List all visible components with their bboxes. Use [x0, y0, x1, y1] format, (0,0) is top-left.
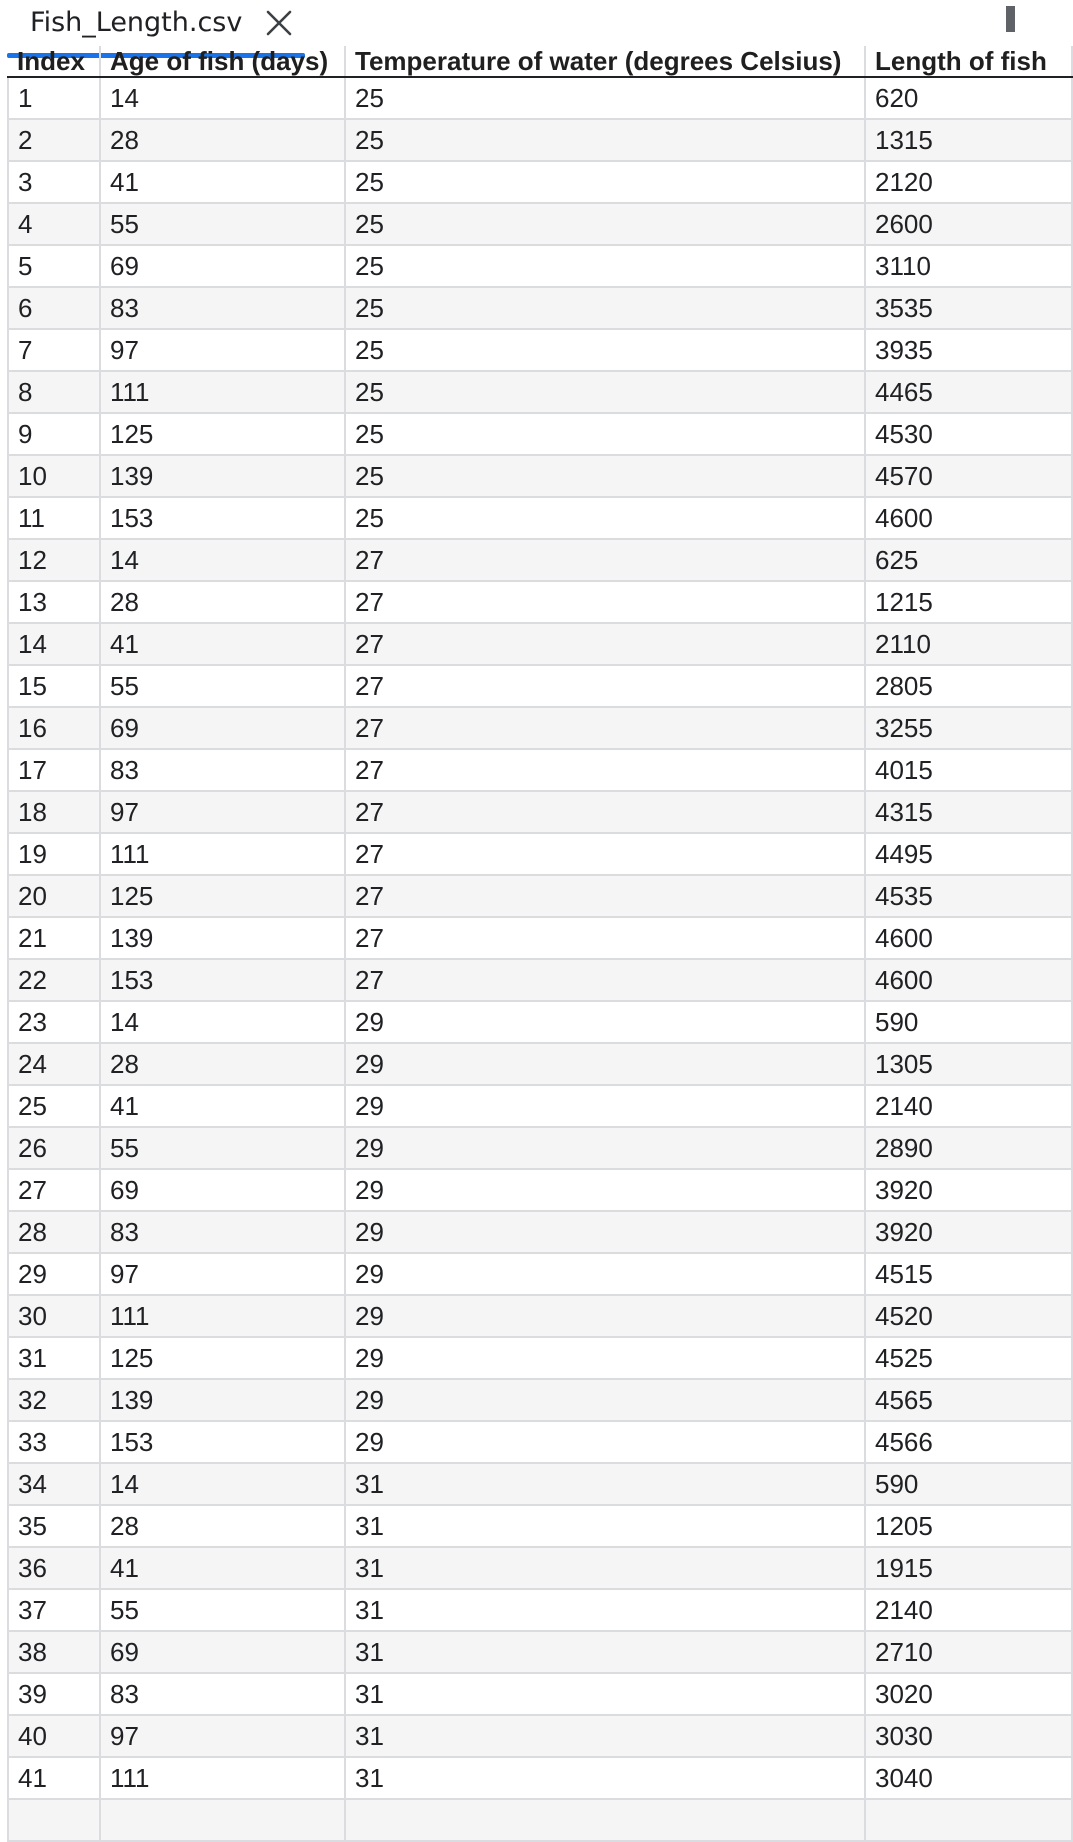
column-header[interactable]: Temperature of water (degrees Celsius)	[345, 46, 865, 77]
table-cell[interactable]: 16	[8, 707, 100, 749]
table-row	[8, 497, 1072, 539]
table-cell[interactable]: 27	[345, 917, 865, 959]
table-cell[interactable]: 3920	[865, 1211, 1072, 1253]
table-row	[8, 539, 1072, 581]
table-cell[interactable]: 97	[100, 1715, 345, 1757]
table-cell[interactable]: 125	[100, 1337, 345, 1379]
table-cell[interactable]: 2600	[865, 203, 1072, 245]
table-cell[interactable]: 1205	[865, 1505, 1072, 1547]
table-cell[interactable]: 12	[8, 539, 100, 581]
table-cell[interactable]: 27	[345, 623, 865, 665]
table-cell[interactable]: 139	[100, 1379, 345, 1421]
table-cell[interactable]: 1305	[865, 1043, 1072, 1085]
table-cell[interactable]: 17	[8, 749, 100, 791]
table-cell[interactable]: 4015	[865, 749, 1072, 791]
table-row	[8, 1295, 1072, 1337]
table-cell[interactable]: 29	[345, 1169, 865, 1211]
table-cell[interactable]: 37	[8, 1589, 100, 1631]
table-cell[interactable]	[345, 1799, 865, 1841]
table-row	[8, 1211, 1072, 1253]
table-cell[interactable]: 2710	[865, 1631, 1072, 1673]
table-row	[8, 1757, 1072, 1799]
table-cell[interactable]: 69	[100, 1169, 345, 1211]
table-cell[interactable]: 125	[100, 413, 345, 455]
table-cell[interactable]: 55	[100, 665, 345, 707]
table-cell[interactable]: 25	[345, 287, 865, 329]
table-cell[interactable]: 31	[345, 1589, 865, 1631]
table-row	[8, 749, 1072, 791]
table-cell[interactable]: 1315	[865, 119, 1072, 161]
table-row	[8, 1379, 1072, 1421]
table-cell[interactable]: 4520	[865, 1295, 1072, 1337]
table-cell[interactable]: 31	[345, 1547, 865, 1589]
table-cell[interactable]: 25	[345, 413, 865, 455]
table-cell[interactable]: 55	[100, 1589, 345, 1631]
table-cell[interactable]: 29	[345, 1001, 865, 1043]
table-cell[interactable]: 28	[100, 1043, 345, 1085]
table-cell[interactable]: 83	[100, 287, 345, 329]
column-header[interactable]: Age of fish (days)	[100, 46, 345, 77]
table-cell[interactable]: 41	[100, 623, 345, 665]
table-cell[interactable]: 14	[100, 1463, 345, 1505]
table-cell[interactable]: 11	[8, 497, 100, 539]
table-cell[interactable]: 2140	[865, 1589, 1072, 1631]
table-cell[interactable]: 2110	[865, 623, 1072, 665]
table-cell[interactable]: 25	[345, 497, 865, 539]
table-cell[interactable]: 111	[100, 1757, 345, 1799]
table-cell[interactable]: 38	[8, 1631, 100, 1673]
table-cell[interactable]: 97	[100, 1253, 345, 1295]
table-cell[interactable]: 21	[8, 917, 100, 959]
table-cell[interactable]: 41	[100, 1085, 345, 1127]
table-cell[interactable]: 13	[8, 581, 100, 623]
table-cell[interactable]: 27	[345, 959, 865, 1001]
csv-table-viewport[interactable]	[7, 46, 1047, 1802]
table-cell[interactable]: 69	[100, 707, 345, 749]
table-cell[interactable]: 25	[345, 245, 865, 287]
table-cell[interactable]: 153	[100, 1421, 345, 1463]
table-cell[interactable]: 26	[8, 1127, 100, 1169]
table-cell[interactable]: 32	[8, 1379, 100, 1421]
table-row	[8, 665, 1072, 707]
table-cell[interactable]: 4	[8, 203, 100, 245]
table-cell[interactable]: 23	[8, 1001, 100, 1043]
table-cell[interactable]: 29	[345, 1253, 865, 1295]
table-cell[interactable]: 15	[8, 665, 100, 707]
table-cell[interactable]: 27	[345, 581, 865, 623]
table-cell[interactable]: 3040	[865, 1757, 1072, 1799]
table-cell[interactable]: 4530	[865, 413, 1072, 455]
table-cell[interactable]: 25	[8, 1085, 100, 1127]
table-cell[interactable]: 3030	[865, 1715, 1072, 1757]
table-cell[interactable]: 1215	[865, 581, 1072, 623]
table-cell[interactable]: 4570	[865, 455, 1072, 497]
table-cell[interactable]: 2805	[865, 665, 1072, 707]
table-cell[interactable]: 590	[865, 1463, 1072, 1505]
table-row	[8, 1169, 1072, 1211]
table-cell[interactable]: 39	[8, 1673, 100, 1715]
table-cell[interactable]: 4315	[865, 791, 1072, 833]
table-cell[interactable]: 10	[8, 455, 100, 497]
table-cell[interactable]: 35	[8, 1505, 100, 1547]
table-cell[interactable]: 14	[100, 1001, 345, 1043]
table-cell[interactable]: 27	[345, 707, 865, 749]
table-row	[8, 413, 1072, 455]
table-cell[interactable]: 6	[8, 287, 100, 329]
table-cell[interactable]: 83	[100, 1673, 345, 1715]
table-row	[8, 959, 1072, 1001]
table-row	[8, 581, 1072, 623]
table-cell[interactable]: 41	[100, 161, 345, 203]
table-cell[interactable]: 27	[345, 791, 865, 833]
table-cell[interactable]: 28	[100, 119, 345, 161]
table-cell[interactable]: 4600	[865, 917, 1072, 959]
table-cell[interactable]: 33	[8, 1421, 100, 1463]
table-cell[interactable]: 153	[100, 959, 345, 1001]
table-cell[interactable]: 3020	[865, 1673, 1072, 1715]
table-cell[interactable]: 14	[100, 539, 345, 581]
table-row	[8, 1253, 1072, 1295]
table-row	[8, 1589, 1072, 1631]
table-cell[interactable]: 5	[8, 245, 100, 287]
table-cell[interactable]: 30	[8, 1295, 100, 1337]
table-row	[8, 371, 1072, 413]
table-row	[8, 1421, 1072, 1463]
table-cell[interactable]: 153	[100, 497, 345, 539]
table-row	[8, 329, 1072, 371]
table-header-row	[8, 46, 1072, 77]
table-row	[8, 917, 1072, 959]
table-cell[interactable]: 590	[865, 1001, 1072, 1043]
table-cell[interactable]: 25	[345, 203, 865, 245]
table-cell[interactable]: 625	[865, 539, 1072, 581]
table-cell[interactable]: 4515	[865, 1253, 1072, 1295]
table-cell[interactable]: 9	[8, 413, 100, 455]
table-row	[8, 119, 1072, 161]
table-cell[interactable]: 111	[100, 371, 345, 413]
table-row	[8, 1799, 1072, 1841]
table-cell[interactable]: 4525	[865, 1337, 1072, 1379]
table-cell[interactable]: 83	[100, 1211, 345, 1253]
table-row	[8, 1673, 1072, 1715]
table-cell[interactable]: 55	[100, 203, 345, 245]
table-cell[interactable]: 27	[345, 665, 865, 707]
table-row	[8, 833, 1072, 875]
table-cell[interactable]: 28	[100, 581, 345, 623]
table-row	[8, 1463, 1072, 1505]
table-cell[interactable]: 7	[8, 329, 100, 371]
table-cell[interactable]: 55	[100, 1127, 345, 1169]
table-cell[interactable]: 139	[100, 455, 345, 497]
table-cell[interactable]: 2890	[865, 1127, 1072, 1169]
table-cell[interactable]: 29	[345, 1421, 865, 1463]
table-cell[interactable]: 2120	[865, 161, 1072, 203]
table-cell[interactable]: 14	[8, 623, 100, 665]
table-row	[8, 1085, 1072, 1127]
table-cell[interactable]: 40	[8, 1715, 100, 1757]
table-cell[interactable]: 4465	[865, 371, 1072, 413]
table-row	[8, 623, 1072, 665]
table-cell[interactable]: 29	[345, 1295, 865, 1337]
table-cell[interactable]: 31	[345, 1715, 865, 1757]
table-cell[interactable]: 97	[100, 791, 345, 833]
table-cell[interactable]: 19	[8, 833, 100, 875]
table-cell[interactable]: 4600	[865, 959, 1072, 1001]
table-cell[interactable]: 20	[8, 875, 100, 917]
table-cell[interactable]: 29	[345, 1085, 865, 1127]
table-cell[interactable]: 111	[100, 833, 345, 875]
table-cell[interactable]: 27	[345, 833, 865, 875]
table-cell[interactable]: 2	[8, 119, 100, 161]
table-cell[interactable]: 25	[345, 371, 865, 413]
table-cell[interactable]: 36	[8, 1547, 100, 1589]
table-cell[interactable]: 2140	[865, 1085, 1072, 1127]
table-cell[interactable]: 3255	[865, 707, 1072, 749]
table-cell[interactable]: 24	[8, 1043, 100, 1085]
table-cell[interactable]: 83	[100, 749, 345, 791]
table-cell[interactable]: 620	[865, 77, 1072, 119]
table-cell[interactable]: 22	[8, 959, 100, 1001]
table-row	[8, 1715, 1072, 1757]
table-cell[interactable]: 28	[8, 1211, 100, 1253]
table-cell[interactable]: 25	[345, 119, 865, 161]
table-row	[8, 287, 1072, 329]
table-row	[8, 1127, 1072, 1169]
table-cell[interactable]: 69	[100, 245, 345, 287]
table-cell[interactable]: 3110	[865, 245, 1072, 287]
table-cell[interactable]: 125	[100, 875, 345, 917]
table-cell[interactable]: 139	[100, 917, 345, 959]
table-body	[8, 77, 1072, 1841]
table-cell[interactable]: 111	[100, 1295, 345, 1337]
table-row	[8, 245, 1072, 287]
table-row	[8, 455, 1072, 497]
table-cell[interactable]: 18	[8, 791, 100, 833]
table-cell[interactable]: 31	[345, 1631, 865, 1673]
table-row	[8, 875, 1072, 917]
table-cell[interactable]: 4566	[865, 1421, 1072, 1463]
table-cell[interactable]: 29	[345, 1379, 865, 1421]
table-cell[interactable]: 4600	[865, 497, 1072, 539]
table-cell[interactable]: 29	[345, 1337, 865, 1379]
table-cell[interactable]: 34	[8, 1463, 100, 1505]
table-cell[interactable]: 1915	[865, 1547, 1072, 1589]
column-header[interactable]: Length of fish	[865, 46, 1072, 77]
scrollbar-thumb[interactable]	[1006, 6, 1015, 32]
table-cell[interactable]: 31	[345, 1673, 865, 1715]
table-row	[8, 707, 1072, 749]
table-cell[interactable]: 25	[345, 161, 865, 203]
column-header[interactable]: Index	[8, 46, 100, 77]
table-cell[interactable]: 41	[100, 1547, 345, 1589]
table-cell[interactable]: 31	[8, 1337, 100, 1379]
table-cell[interactable]	[8, 1799, 100, 1841]
table-cell[interactable]: 27	[345, 539, 865, 581]
table-cell[interactable]: 29	[345, 1127, 865, 1169]
table-row	[8, 1043, 1072, 1085]
table-cell[interactable]: 69	[100, 1631, 345, 1673]
table-cell[interactable]: 27	[345, 875, 865, 917]
table-row	[8, 1505, 1072, 1547]
table-row	[8, 1631, 1072, 1673]
table-cell[interactable]: 28	[100, 1505, 345, 1547]
table-cell[interactable]: 3	[8, 161, 100, 203]
table-cell[interactable]: 27	[8, 1169, 100, 1211]
table-cell[interactable]	[865, 1799, 1072, 1841]
table-cell[interactable]: 25	[345, 329, 865, 371]
table-cell[interactable]: 97	[100, 329, 345, 371]
table-cell[interactable]: 31	[345, 1505, 865, 1547]
table-cell[interactable]: 29	[8, 1253, 100, 1295]
table-cell[interactable]: 14	[100, 77, 345, 119]
table-cell[interactable]: 25	[345, 455, 865, 497]
table-cell[interactable]: 3920	[865, 1169, 1072, 1211]
table-cell[interactable]: 4565	[865, 1379, 1072, 1421]
table-cell[interactable]: 3535	[865, 287, 1072, 329]
csv-table	[7, 46, 1073, 1842]
table-cell[interactable]: 41	[8, 1757, 100, 1799]
table-cell[interactable]: 4535	[865, 875, 1072, 917]
table-row	[8, 791, 1072, 833]
table-cell[interactable]	[100, 1799, 345, 1841]
table-row	[8, 203, 1072, 245]
table-cell[interactable]: 29	[345, 1211, 865, 1253]
table-row	[8, 1547, 1072, 1589]
close-icon[interactable]	[260, 4, 298, 42]
table-cell[interactable]: 31	[345, 1757, 865, 1799]
table-row	[8, 161, 1072, 203]
table-row	[8, 77, 1072, 119]
table-cell[interactable]: 3935	[865, 329, 1072, 371]
table-cell[interactable]: 25	[345, 77, 865, 119]
tab-title: Fish_Length.csv	[30, 7, 243, 38]
table-row	[8, 1337, 1072, 1379]
table-cell[interactable]: 8	[8, 371, 100, 413]
table-cell[interactable]: 1	[8, 77, 100, 119]
table-row	[8, 1001, 1072, 1043]
table-cell[interactable]: 31	[345, 1463, 865, 1505]
table-cell[interactable]: 4495	[865, 833, 1072, 875]
table-cell[interactable]: 27	[345, 749, 865, 791]
table-cell[interactable]: 29	[345, 1043, 865, 1085]
